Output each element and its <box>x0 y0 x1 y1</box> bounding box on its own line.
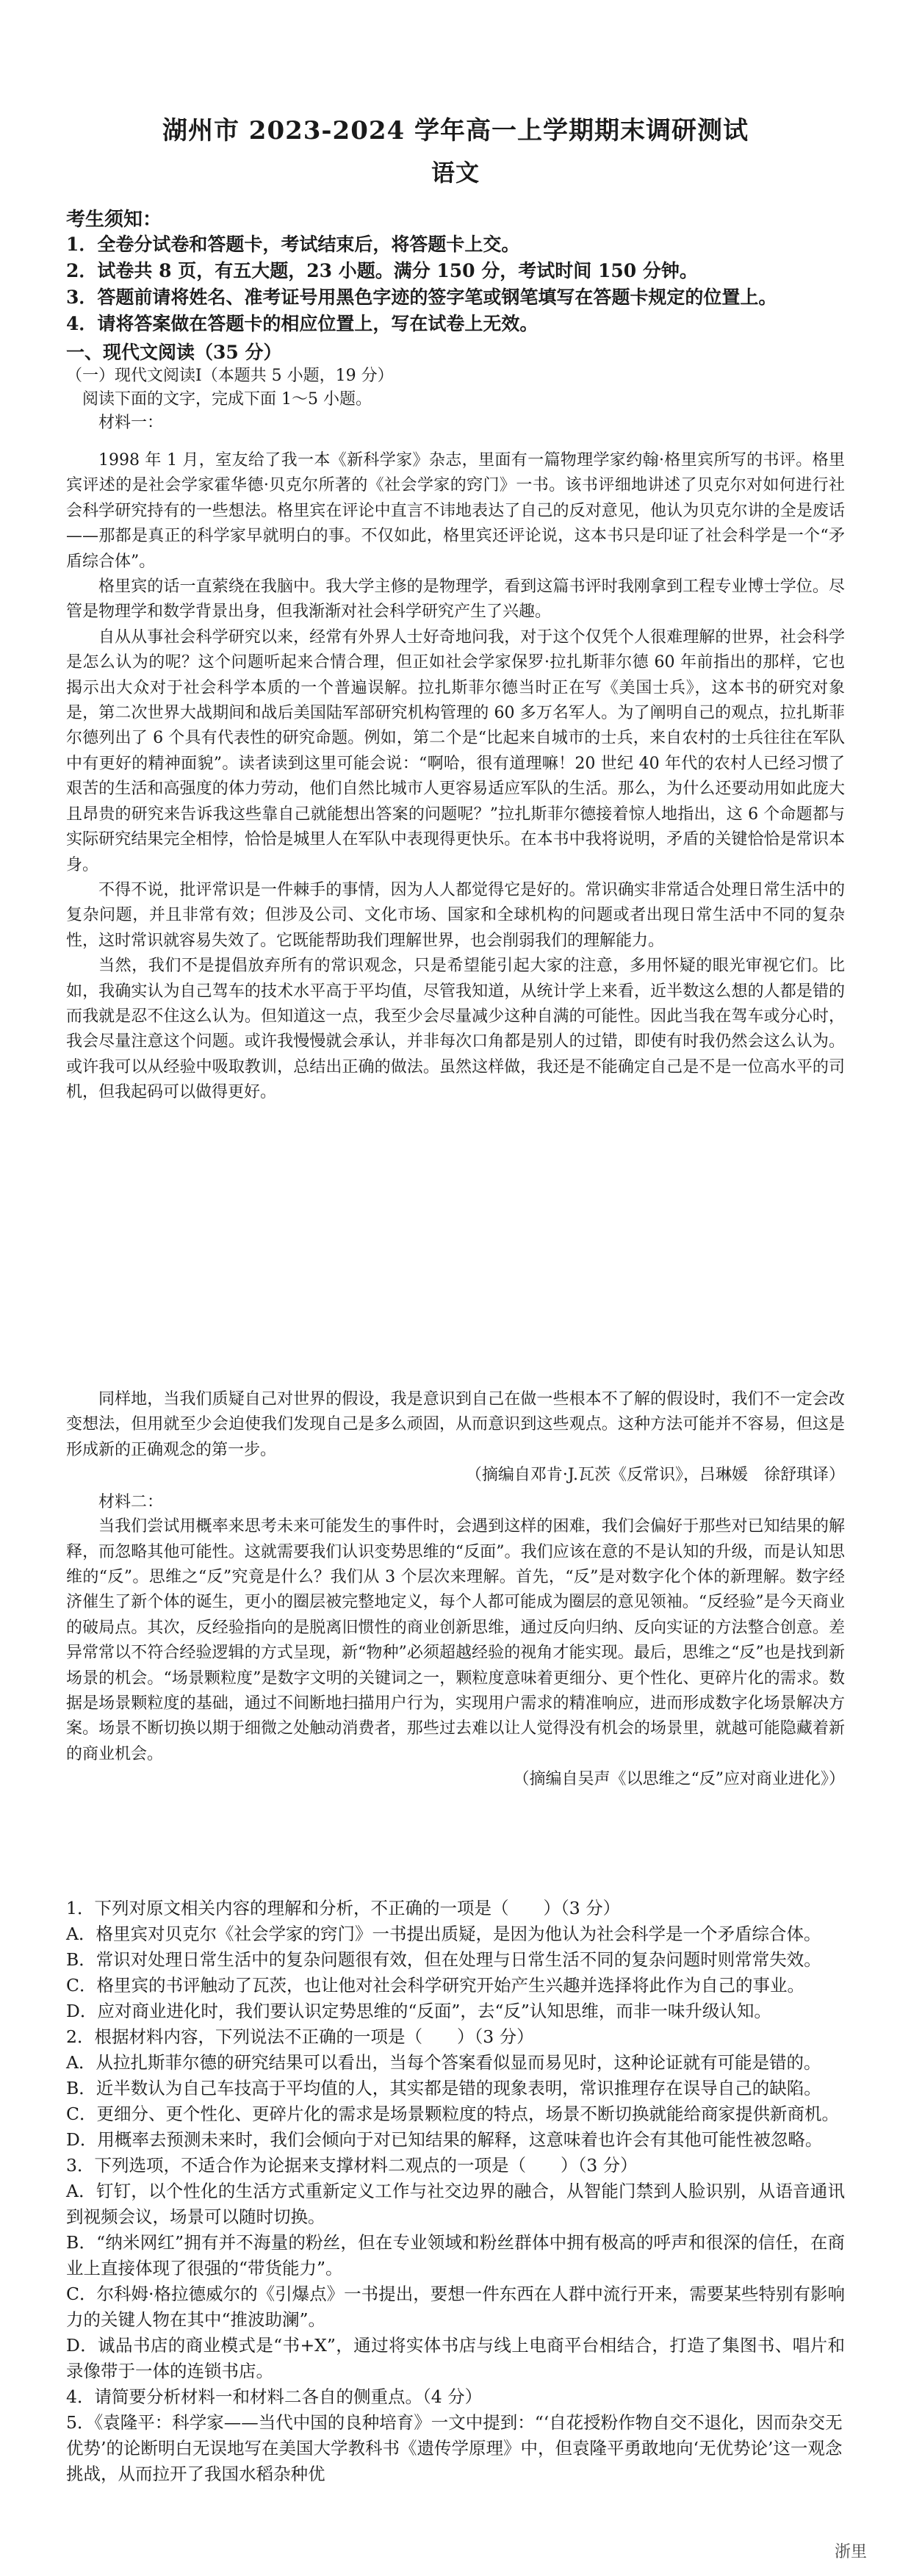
answer-option: D．应对商业进化时，我们要认识定势思维的“反面”，去“反”认知思维，而非一味升级认知。 <box>66 2001 771 2021</box>
footer-mark: 浙里 <box>834 2543 867 2561</box>
paragraph: 当我们尝试用概率来思考未来可能发生的事件时，会遇到这样的困难，我们会偏好于那些对已知结果的解释，而忽略其他可能性。这就需要我们认识变势思维的“反面”。我们应该在意的不是认知的升级，而是认知思维的“反”。思维之“反”究竟是什么？我们从 3 个层次来理解。首先，“反”是对数字化个体的新理解。数字经济催生了新个体的诞生，更小的圈层被完整地定义，每个人都可能成为圈层的意见领袖。“反经验”是今天商业的破局点。其次，反经验指向的是脱离旧惯性的商业创新思维，通过反向归纳、反向实证的方法整合创意。差异常常以不符合经验逻辑的方式呈现，新“物种”必须超越经验的视角才能实现。最后，思维之“反”也是找到新场景的机会。“场景颗粒度”是数字文明的关键词之一，颗粒度意味着更细分、更个性化、更碎片化的需求。数据是场景颗粒度的基础，通过不间断地扫描用户行为，实现用户需求的精准响应，进而形成数字化场景解决方案。场景不断切换以期于细微之处触动消费者，那些过去难以让人觉得没有机会的场景里，就越可能隐藏着新的商业机会。 <box>66 1517 845 1763</box>
paragraph: 不得不说，批评常识是一件棘手的事情，因为人人都觉得它是好的。常识确实非常适合处理日常生活中的复杂问题，并且非常有效；但涉及公司、文化市场、国家和全球机构的问题或者出现日常生活中不同的复杂性，这时常识就容易失效了。它既能帮助我们理解世界，也会削弱我们的理解能力。 <box>66 880 845 950</box>
answer-option: C．更细分、更个性化、更碎片化的需求是场景颗粒度的特点，场景不断切换就能给商家提供新商机。 <box>66 2104 839 2124</box>
material-one-label: 材料一： <box>98 414 164 432</box>
material-two-label: 材料二： <box>98 1493 164 1512</box>
instruction-item: 2．试卷共 8 页，有五大题，23 小题。满分 150 分，考试时间 150 分钟。 <box>66 260 698 281</box>
question-stem: 3．下列选项，不适合作为论据来支撑材料二观点的一项是（ ）（3 分） <box>66 2155 638 2176</box>
answer-option: B．近半数认为自己车技高于平均值的人，其实都是错的现象表明，常识推理存在误导自己的缺陷。 <box>66 2078 821 2098</box>
section-title: 一、现代文阅读（35 分） <box>66 342 282 363</box>
answer-option: A．钉钉，以个性化的生活方式重新定义工作与社交边界的融合，从智能门禁到人脸识别，从语音通讯到视频会议，场景可以随时切换。 <box>66 2181 845 2227</box>
question-stem: 4．请简要分析材料一和材料二各自的侧重点。（4 分） <box>66 2386 483 2407</box>
instructions-heading: 考生须知： <box>66 209 162 231</box>
material-one-body <box>66 448 845 1106</box>
material-two-source: （摘编自吴声《以思维之“反”应对商业进化》） <box>513 1770 845 1789</box>
paragraph: 当然，我们不是提倡放弃所有的常识观念，只是希望能引起大家的注意，多用怀疑的眼光审视它们。比如，我确实认为自己驾车的技术水平高于平均值，尽管我知道，从统计学上来看，近半数这么想的人都是错的而我就是忍不住这么认为。但知道这一点，我至少会尽量减少这种自满的可能性。因此当我在驾车或分心时，我会尽量注意这个问题。或许我慢慢就会承认，并非每次口角都是别人的过错，即使有时我仍然会这么认为。或许我可以从经验中吸取教训，总结出正确的做法。虽然这样做，我还是不能确定自己是不是一位高水平的司机，但我起码可以做得更好。 <box>66 957 845 1102</box>
question-stem: 1．下列对原文相关内容的理解和分析，不正确的一项是（ ）（3 分） <box>66 1898 621 1918</box>
question-stem: 2．根据材料内容，下列说法不正确的一项是（ ）（3 分） <box>66 2026 534 2047</box>
subsection-title: （一）现代文阅读Ⅰ（本题共 5 小题，19 分） <box>66 367 394 385</box>
answer-option: B．“纳米网红”拥有并不海量的粉丝，但在专业领域和粉丝群体中拥有极高的呼声和很深的信任，在商业上直接体现了很强的“带货能力”。 <box>66 2232 845 2278</box>
section-one-header <box>66 338 845 435</box>
paragraph: 自从从事社会科学研究以来，经常有外界人士好奇地问我，对于这个仅凭个人很难理解的世界，社会科学是怎么认为的呢？这个问题听起来合情合理，但正如社会学家保罗·拉扎斯菲尔德 60 年前指出的那样，它也揭示出大众对于社会科学本质的一个普遍误解。拉扎斯菲尔德当时正在写《美国士兵》，这本书的研究对象是，第二次世界大战期间和战后美国陆军部研究机构管理的 60 多万名军人。为了阐明自己的观点，拉扎斯菲尔德列出了 6 个具有代表性的研究命题。例如，第二个是“比起来自城市的士兵，来自农村的士兵往往在军队中有更好的精神面貌”。读者读到这里可能会说：“啊哈，很有道理嘛！20 世纪 40 年代的农村人已经习惯了艰苦的生活和高强度的体力劳动，他们自然比城市人更容易适应军队的生活。那么，为什么还要动用如此庞大且昂贵的研究来告诉我这些靠自己就能想出答案的问题呢？”拉扎斯菲尔德接着惊人地指出，这 6 个命题都与实际研究结果完全相悖，恰恰是城里人在军队中表现得更快乐。在本书中我将说明，矛盾的关键恰恰是常识本身。 <box>66 627 845 874</box>
instruction-item: 3．答题前请将姓名、准考证号用黑色字迹的签字笔或钢笔填写在答题卡规定的位置上。 <box>66 287 777 308</box>
instruction-item: 4．请将答案做在答题卡的相应位置上，写在试卷上无效。 <box>66 313 539 334</box>
answer-option: A．格里宾对贝克尔《社会学家的窍门》一书提出质疑，是因为他认为社会科学是一个矛盾综合体。 <box>66 1924 821 1944</box>
material-one-continuation <box>66 1387 845 1792</box>
paragraph: 格里宾的话一直萦绕在我脑中。我大学主修的是物理学，看到这篇书评时我刚拿到工程专业博士学位。尽管是物理学和数学背景出身，但我渐渐对社会科学研究产生了兴趣。 <box>66 578 845 622</box>
material-one-source: （摘编自邓肯·J.瓦茨《反常识》，吕琳媛 徐舒琪译） <box>465 1466 845 1485</box>
questions <box>66 1896 845 2487</box>
instruction-item: 1．全卷分试卷和答题卡，考试结束后，将答题卡上交。 <box>66 234 520 255</box>
paragraph: 1998 年 1 月，室友给了我一本《新科学家》杂志，里面有一篇物理学家约翰·格里宾所写的书评。格里宾评述的是社会学家霍华德·贝克尔所著的《社会学家的窍门》一书。该书评细地讲述了贝克尔对如何进行社会科学研究持有的一些想法。格里宾在评论中直言不讳地表达了自己的反对意见，他认为贝克尔讲的全是废话——那都是真正的科学家早就明白的事。不仅如此，格里宾还评论说，这本书只是印证了社会科学是一个“矛盾综合体”。 <box>66 451 845 571</box>
answer-option: D．用概率去预测未来时，我们会倾向于对已知结果的解释，这意味着也许会有其他可能性被忽略。 <box>66 2129 823 2150</box>
answer-option: D．诚品书店的商业模式是“书+X”，通过将实体书店与线上电商平台相结合，打造了集图书、唱片和录像带于一体的连锁书店。 <box>66 2335 845 2381</box>
instructions <box>66 204 845 337</box>
answer-option: C．格里宾的书评触动了瓦茨，也让他对社会科学研究开始产生兴趣并选择将此作为自己的事业。 <box>66 1975 804 1996</box>
answer-option: C．尔科姆·格拉德威尔的《引爆点》一书提出，要想一件东西在人群中流行开来，需要某些特别有影响力的关键人物在其中“推波助澜”。 <box>66 2284 845 2330</box>
exam-title: 湖州市 2023-2024 学年高一上学期期末调研测试 <box>162 116 749 145</box>
answer-option: A．从拉扎斯菲尔德的研究结果可以看出，当每个答案看似显而易见时，这种论证就有可能是错的。 <box>66 2052 821 2073</box>
answer-option: B．常识对处理日常生活中的复杂问题很有效，但在处理与日常生活不同的复杂问题时则常常失效。 <box>66 1949 821 1970</box>
exam-subject: 语文 <box>431 159 480 187</box>
paragraph: 同样地，当我们质疑自己对世界的假设，我是意识到自己在做一些根本不了解的假设时，我们不一定会改变想法，但用就至少会迫使我们发现自己是多么顽固，从而意识到这些观点。这种方法可能并不容易，但这是形成新的正确观念的第一步。 <box>66 1390 845 1459</box>
reading-direction: 阅读下面的文字，完成下面 1～5 小题。 <box>82 390 372 409</box>
question-stem: 5．《袁隆平：科学家——当代中国的良种培育》一文中提到：“‘自花授粉作物自交不退化，因而杂交无优势’的论断明白无误地写在美国大学教科书《遗传学原理》中，但袁隆平勇敢地向‘无优势论’这一观念挑战，从而拉开了我国水稻杂种优 <box>66 2412 843 2484</box>
